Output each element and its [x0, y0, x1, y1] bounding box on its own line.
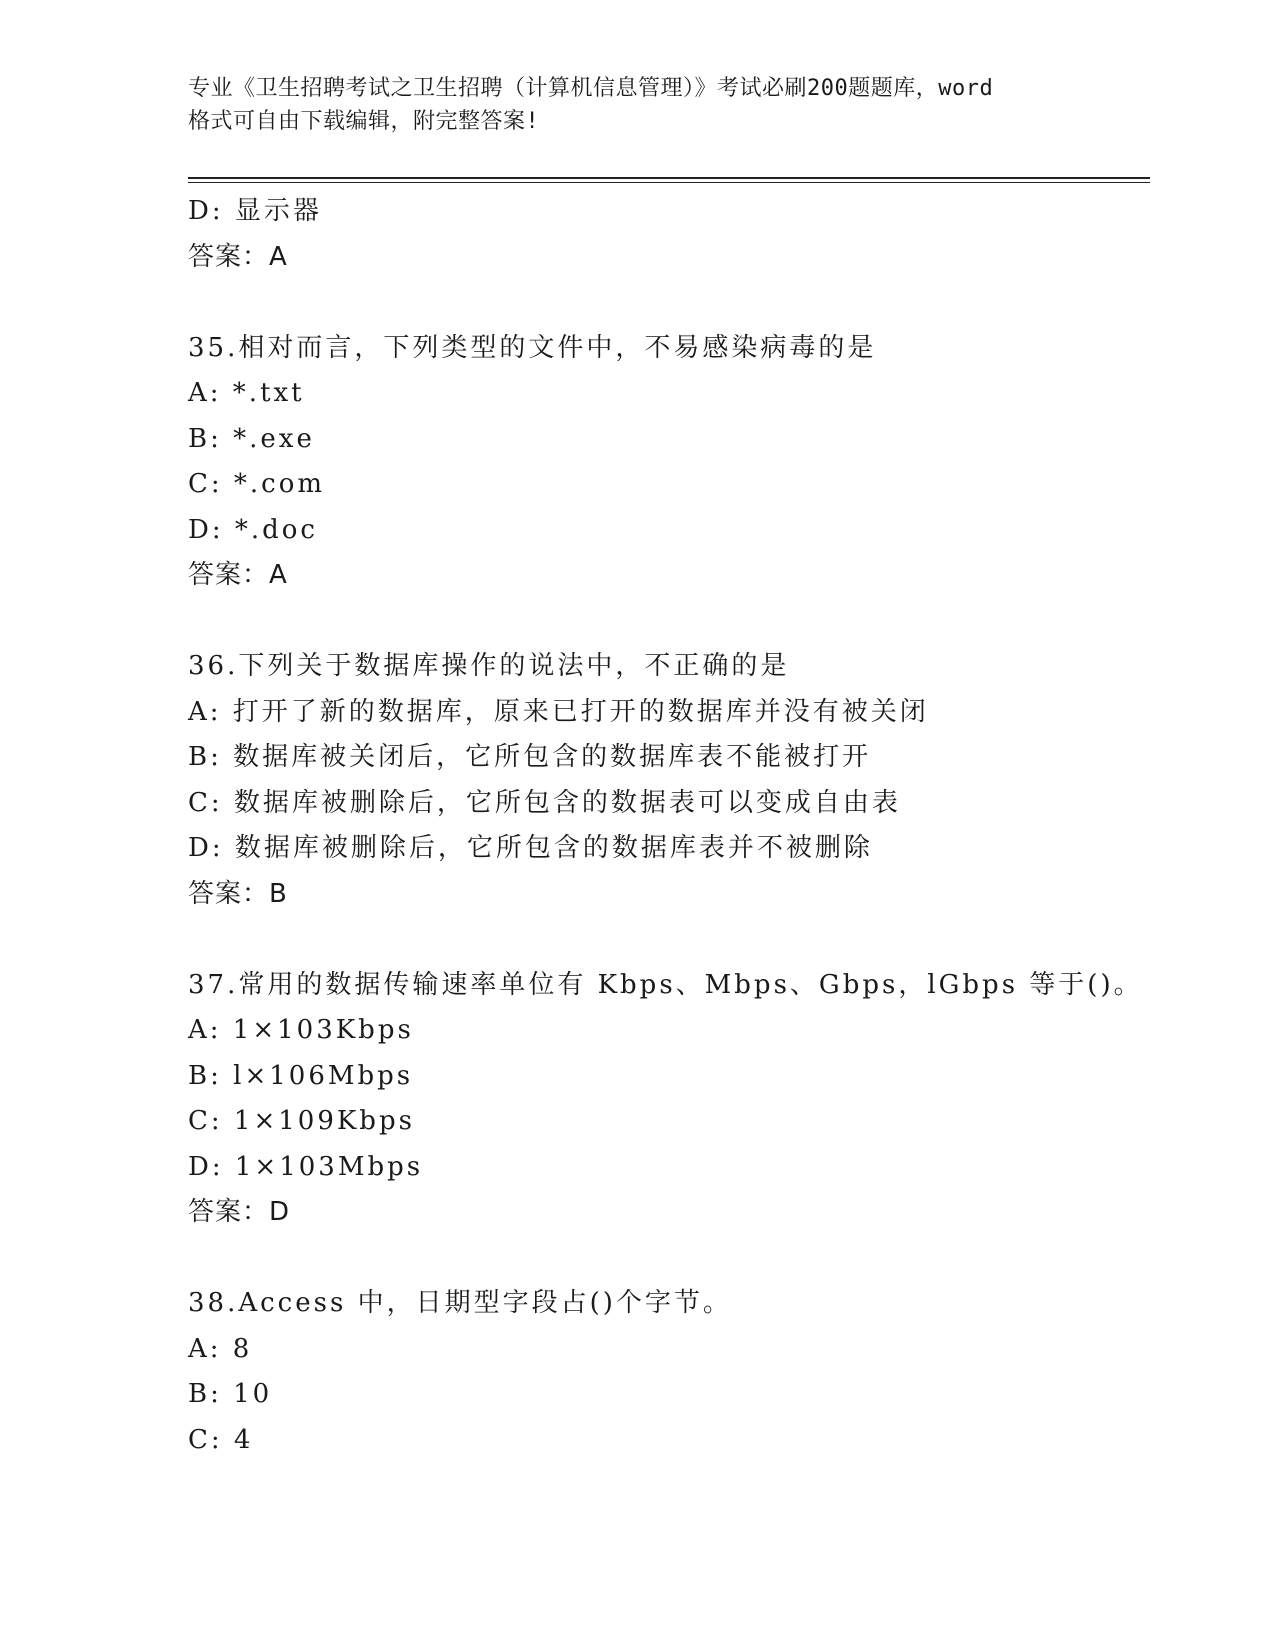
- answer-line: 答案：D: [188, 1197, 291, 1227]
- spacer: [188, 599, 1148, 645]
- header-title-line-1: 专业《卫生招聘考试之卫生招聘（计算机信息管理）》考试必刷200题题库，word: [188, 76, 994, 101]
- option-b: B: 数据库被关闭后，它所包含的数据库表不能被打开: [188, 742, 872, 772]
- option-d: D: *.doc: [188, 514, 318, 545]
- question-stem: 37.常用的数据传输速率单位有 Kbps、Mbps、Gbps，lGbps 等于()。: [188, 969, 1143, 1000]
- question-34-fragment: [188, 189, 1148, 280]
- option-a: A: 打开了新的数据库，原来已打开的数据库并没有被关闭: [188, 696, 929, 727]
- option-c: C: 1×109Kbps: [188, 1106, 415, 1136]
- question-35: [188, 326, 1148, 599]
- document-page: [188, 0, 1148, 1650]
- header-divider-thin: [188, 182, 1150, 183]
- question-stem: 38.Access 中，日期型字段占()个字节。: [188, 1288, 732, 1318]
- answer-line: 答案：A: [188, 560, 288, 590]
- spacer: [188, 1236, 1148, 1282]
- option-b: B: l×106Mbps: [188, 1060, 414, 1091]
- header-title-line-2: 格式可自由下载编辑，附完整答案!: [188, 109, 540, 134]
- answer-line: 答案：B: [188, 878, 288, 909]
- option-d: D: 显示器: [188, 196, 322, 226]
- question-37: [188, 963, 1148, 1236]
- option-d: D: 1×103Mbps: [188, 1151, 424, 1182]
- question-36: [188, 644, 1148, 917]
- option-c: C: 4: [188, 1424, 254, 1455]
- question-stem: 35.相对而言，下列类型的文件中，不易感染病毒的是: [188, 332, 877, 363]
- option-c: C: 数据库被删除后，它所包含的数据表可以变成自由表: [188, 787, 901, 818]
- option-a: A: *.txt: [188, 378, 305, 408]
- option-a: A: 1×103Kbps: [188, 1015, 414, 1045]
- option-a: A: 8: [188, 1333, 253, 1364]
- spacer: [188, 280, 1148, 326]
- spacer: [188, 917, 1148, 963]
- question-38: [188, 1281, 1148, 1463]
- question-list: [188, 189, 1148, 1463]
- header-divider-thick: [188, 177, 1150, 179]
- question-stem: 36.下列关于数据库操作的说法中，不正确的是: [188, 651, 790, 681]
- option-d: D: 数据库被删除后，它所包含的数据库表并不被删除: [188, 833, 873, 863]
- option-c: C: *.com: [188, 469, 326, 499]
- answer-line: 答案：A: [188, 241, 288, 272]
- option-b: B: 10: [188, 1379, 273, 1409]
- page-header: [188, 72, 1088, 138]
- option-b: B: *.exe: [188, 423, 315, 454]
